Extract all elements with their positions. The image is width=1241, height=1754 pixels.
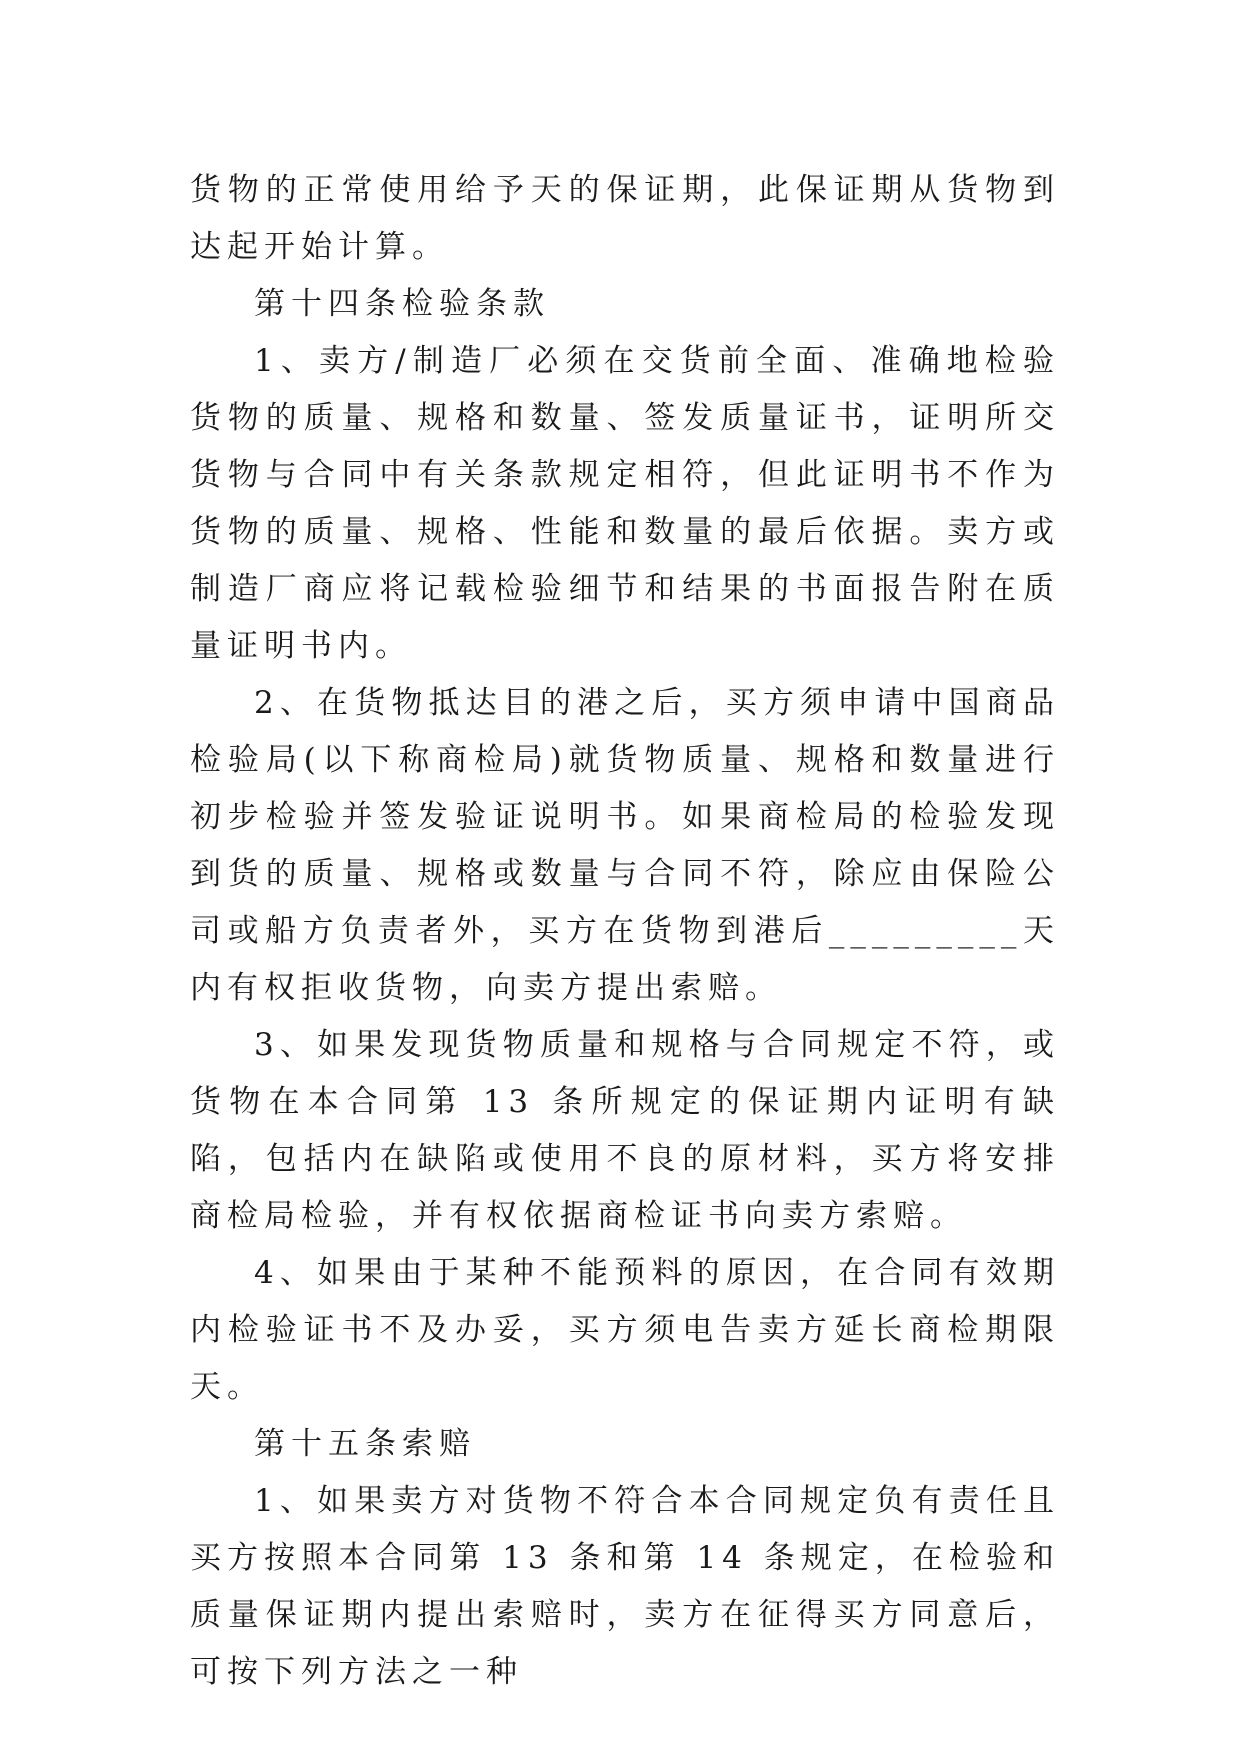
paragraph-claims-1: 1、如果卖方对货物不符合本合同规定负有责任且买方按照本合同第 13 条和第 14 条规定，在检验和质量保证期内提出索赔时，卖方在征得买方同意后，可按下列方法之一种 [190, 1483, 1060, 1690]
paragraph-inspection-2: 2、在货物抵达目的港之后，买方须申请中国商品检验局(以下称商检局)就货物质量、规格和数量进行初步检验并签发验证说明书。如果商检局的检验发现到货的质量、规格或数量与合同不符，除应由保险公司或船方负责者外，买方在货物到港后_________天内有权拒收货物，向卖方提出索赔。 [190, 685, 1060, 1006]
heading-article-14: 第十四条检验条款 [254, 286, 550, 322]
heading-article-15: 第十五条索赔 [254, 1426, 476, 1462]
paragraph-inspection-3: 3、如果发现货物质量和规格与合同规定不符，或货物在本合同第 13 条所规定的保证期内证明有缺陷，包括内在缺陷或使用不良的原材料，买方将安排商检局检验，并有权依据商检证书向卖方索赔。 [190, 1027, 1060, 1234]
paragraph-inspection-4: 4、如果由于某种不能预料的原因，在合同有效期内检验证书不及办妥，买方须电告卖方延长商检期限天。 [190, 1255, 1060, 1405]
document-body [190, 162, 1060, 1701]
paragraph-inspection-1: 1、卖方/制造厂必须在交货前全面、准确地检验货物的质量、规格和数量、签发质量证书，证明所交货物与合同中有关条款规定相符，但此证明书不作为货物的质量、规格、性能和数量的最后依据。卖方或制造厂商应将记载检验细节和结果的书面报告附在质量证明书内。 [190, 343, 1060, 664]
paragraph-warranty-tail: 货物的正常使用给予天的保证期，此保证期从货物到达起开始计算。 [190, 172, 1060, 265]
